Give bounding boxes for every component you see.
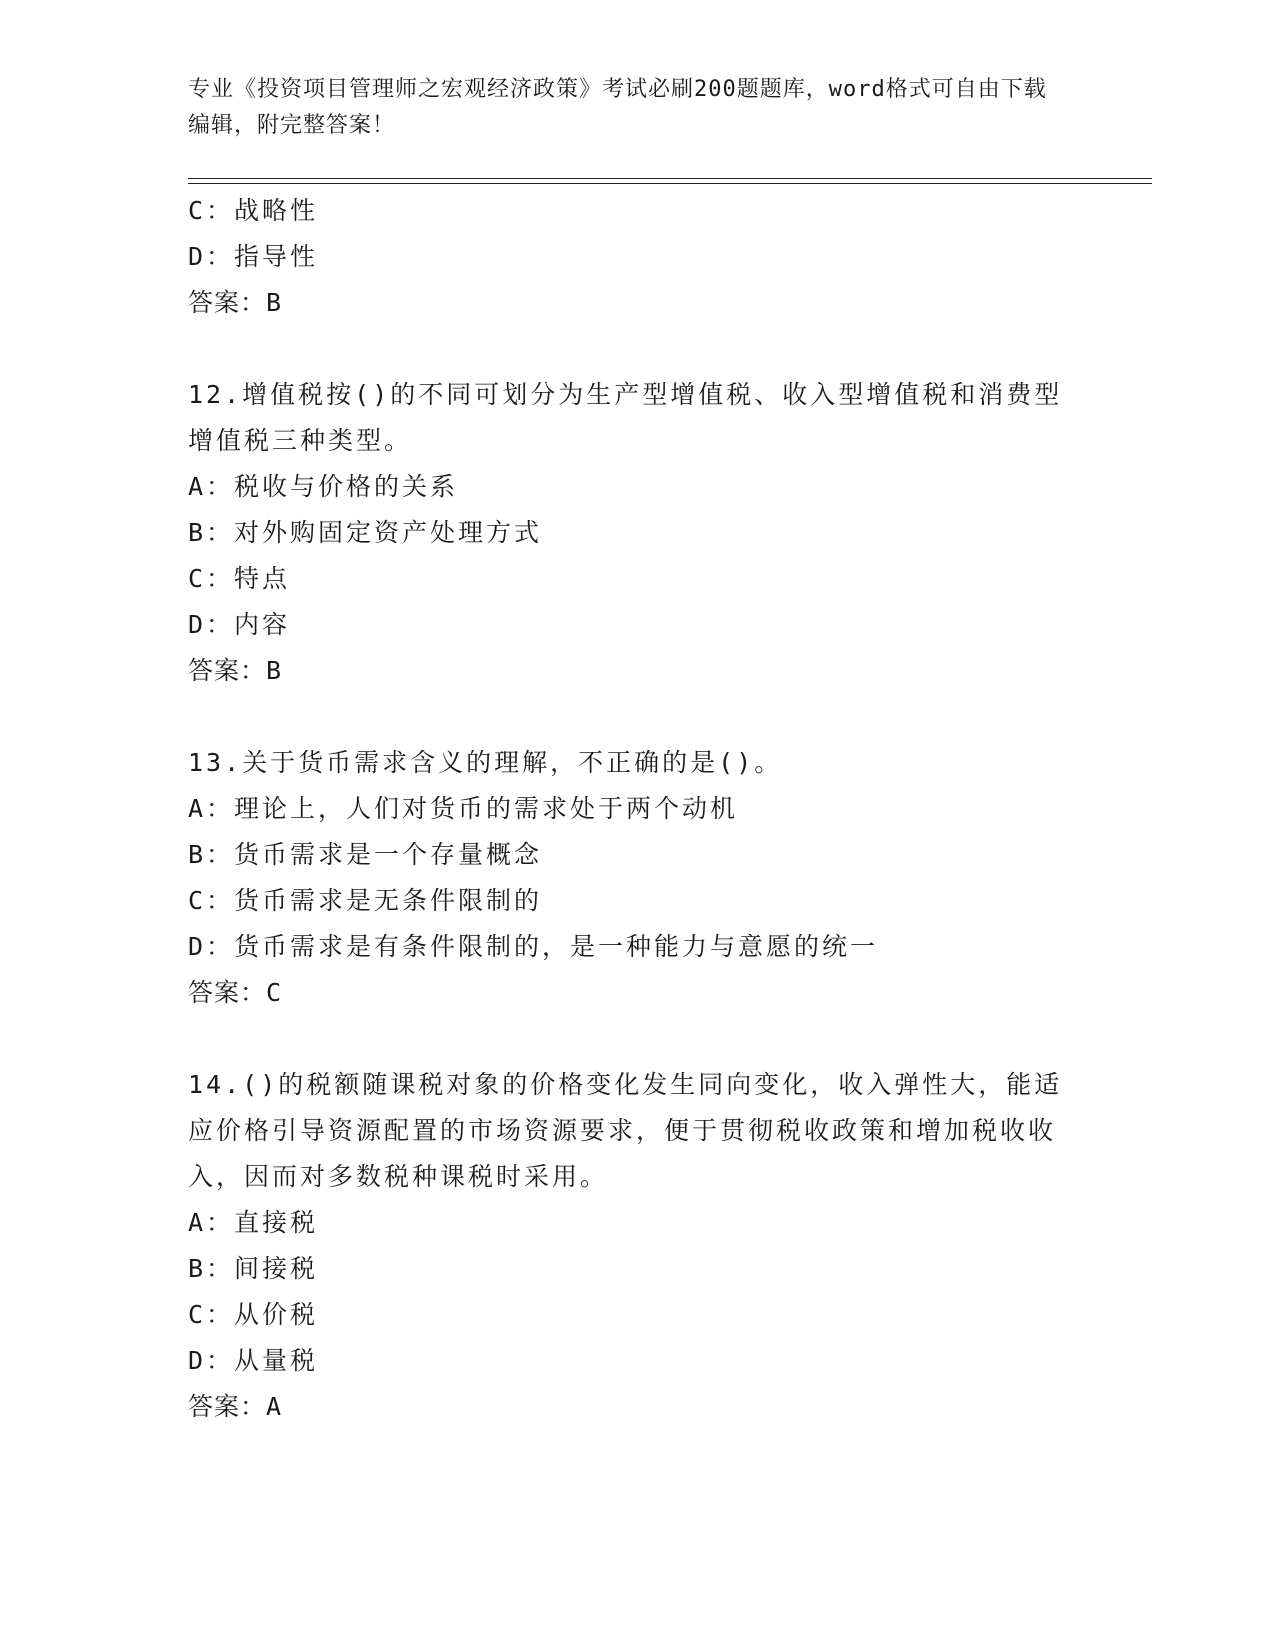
answer-line: 答案：C [188, 978, 283, 1007]
option-d: D：指导性 [188, 242, 319, 271]
option-c: C：特点 [188, 564, 291, 593]
option-c: C：战略性 [188, 196, 319, 225]
option-a: A：直接税 [188, 1208, 319, 1237]
option-d: D：从量税 [188, 1346, 319, 1375]
option-b: B：间接税 [188, 1254, 319, 1283]
question-spacer [188, 326, 1088, 372]
header-rule-bottom [188, 183, 1152, 184]
header-rule-top [188, 178, 1152, 179]
option-b: B：货币需求是一个存量概念 [188, 840, 543, 869]
question-14 [188, 1062, 1088, 1430]
question-13 [188, 740, 1088, 1016]
answer-line: 答案：B [188, 288, 283, 317]
question-12 [188, 372, 1088, 694]
question-text: 13.关于货币需求含义的理解，不正确的是()。 [188, 748, 783, 777]
answer-line: 答案：B [188, 656, 283, 685]
question-text: 12.增值税按()的不同可划分为生产型增值税、收入型增值税和消费型增值税三种类型。 [188, 380, 1063, 455]
question-spacer [188, 1016, 1088, 1062]
partial-question [188, 188, 1088, 326]
question-text: 14.()的税额随课税对象的价格变化发生同向变化，收入弹性大，能适应价格引导资源配置的市场资源要求，便于贯彻税收政策和增加税收收入，因而对多数税种课税时采用。 [188, 1070, 1063, 1191]
option-c: C：从价税 [188, 1300, 319, 1329]
option-d: D：货币需求是有条件限制的，是一种能力与意愿的统一 [188, 932, 879, 961]
option-c: C：货币需求是无条件限制的 [188, 886, 543, 915]
document-body [188, 188, 1088, 1430]
option-b: B：对外购固定资产处理方式 [188, 518, 543, 547]
option-d: D：内容 [188, 610, 291, 639]
question-spacer [188, 694, 1088, 740]
option-a: A：税收与价格的关系 [188, 472, 459, 501]
answer-line: 答案：A [188, 1392, 283, 1421]
option-a: A：理论上，人们对货币的需求处于两个动机 [188, 794, 739, 823]
document-header: 专业《投资项目管理师之宏观经济政策》考试必刷200题题库，word格式可自由下载编辑，附完整答案！ [188, 77, 1047, 138]
